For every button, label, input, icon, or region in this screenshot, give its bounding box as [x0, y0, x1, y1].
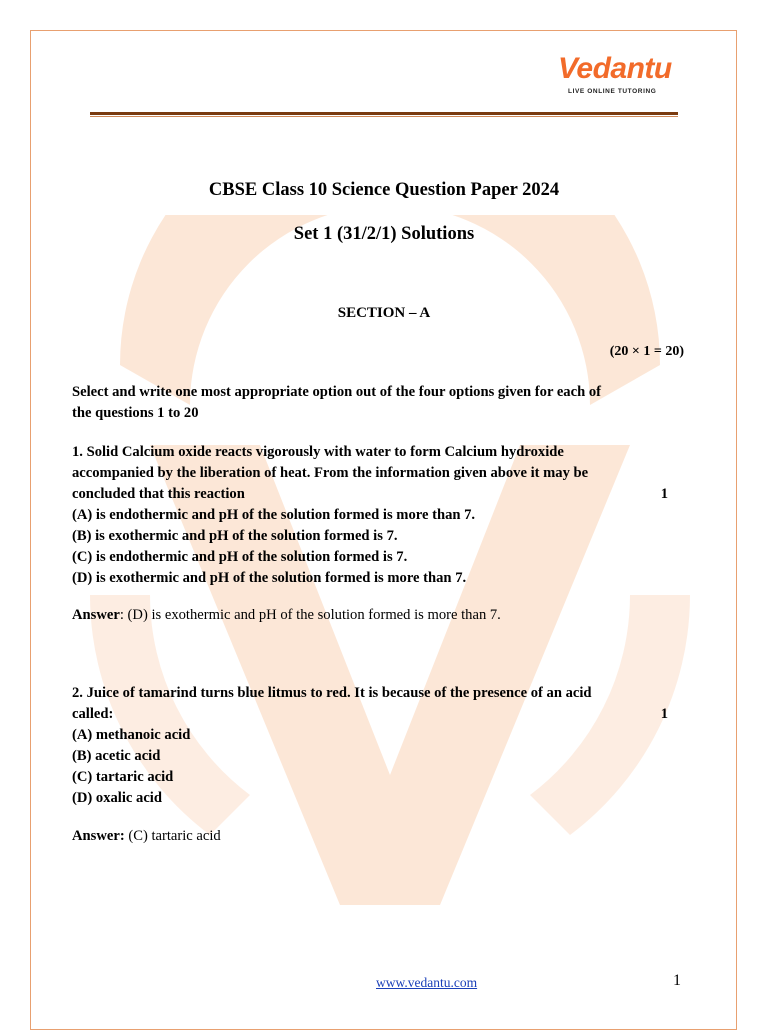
option-c: (C) tartaric acid [72, 769, 174, 785]
instructions [72, 382, 672, 424]
answer-label: Answer: [72, 828, 125, 844]
instructions-line: the questions 1 to 20 [72, 405, 199, 421]
page-number: 1 [673, 972, 681, 989]
question-text: concluded that this reaction [72, 486, 245, 502]
answer-1 [72, 607, 501, 624]
header-rule-thin [90, 116, 678, 117]
option-d: (D) is exothermic and pH of the solution formed is more than 7. [72, 570, 467, 586]
question-2 [72, 683, 672, 809]
logo-tagline: LIVE ONLINE TUTORING [568, 88, 657, 95]
option-d: (D) oxalic acid [72, 790, 162, 806]
page-title: CBSE Class 10 Science Question Paper 2024 [208, 180, 560, 200]
header-rule [90, 112, 678, 115]
answer-label: Answer [72, 607, 120, 623]
answer-text: (D) is exothermic and pH of the solution formed is more than 7. [123, 607, 501, 623]
option-a: (A) is endothermic and pH of the solution formed is more than 7. [72, 507, 476, 523]
instructions-line: Select and write one most appropriate option out of the four options given for each of [72, 384, 602, 400]
question-text-line: 1. Solid Calcium oxide reacts vigorously with water to form Calcium hydroxide [72, 444, 564, 460]
logo-wordmark: Vedantu [558, 52, 672, 85]
question-text-line: accompanied by the liberation of heat. From the information given above it may be [72, 465, 589, 481]
question-text-line: 2. Juice of tamarind turns blue litmus to red. It is because of the presence of an acid [72, 685, 592, 701]
option-b: (B) is exothermic and pH of the solution formed is 7. [72, 528, 398, 544]
option-b: (B) acetic acid [72, 748, 161, 764]
answer-2 [72, 828, 221, 845]
option-c: (C) is endothermic and pH of the solution formed is 7. [72, 549, 408, 565]
question-text-line [72, 704, 672, 725]
footer-website-link[interactable]: www.vedantu.com [376, 975, 478, 990]
question-marks: 1 [660, 486, 668, 502]
question-marks: 1 [660, 706, 668, 722]
answer-text: (C) tartaric acid [124, 828, 221, 844]
page-subtitle: Set 1 (31/2/1) Solutions [293, 224, 475, 244]
vedantu-logo [558, 52, 688, 102]
section-heading: SECTION – A [337, 305, 431, 321]
option-a: (A) methanoic acid [72, 727, 191, 743]
answer-separator: : [119, 607, 124, 623]
section-marks: (20 × 1 = 20) [609, 344, 684, 359]
question-text-line [72, 484, 672, 505]
question-text: called: [72, 706, 114, 722]
question-1 [72, 442, 672, 589]
